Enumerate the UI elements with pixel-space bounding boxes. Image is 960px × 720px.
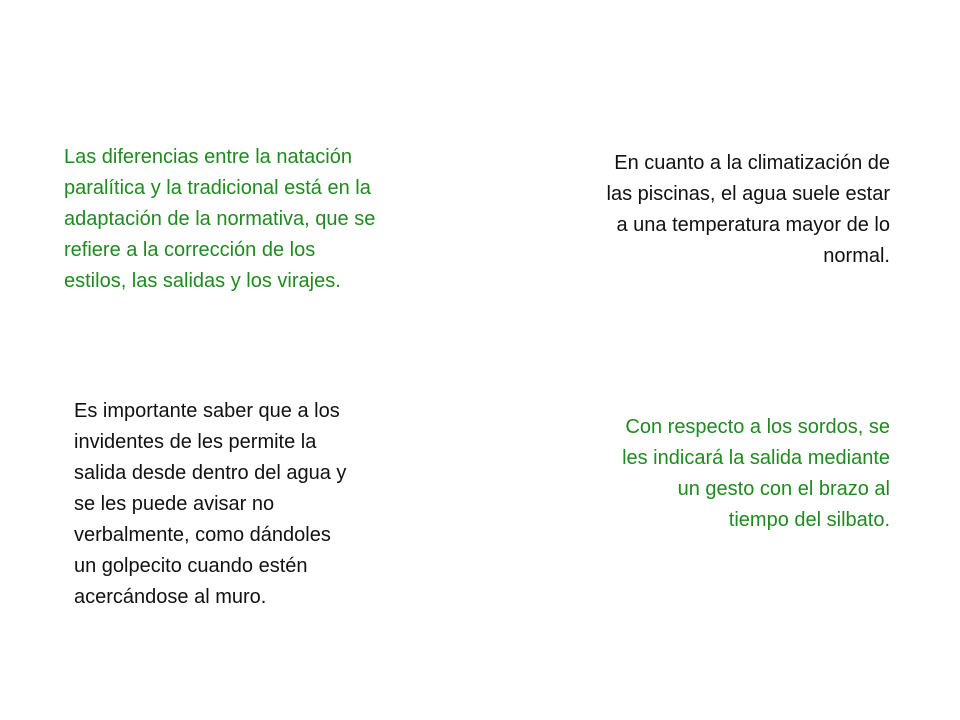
paragraph-deaf-swimmers: Con respecto a los sordos, se les indicará la salida mediante un gesto con el brazo al tiempo del silbato. — [622, 416, 890, 531]
paragraph-pool-temperature: En cuanto a la climatización de las piscinas, el agua suele estar a una temperatura mayor de lo normal. — [606, 152, 890, 267]
paragraph-blind-swimmers: Es importante saber que a los invidentes de les permite la salida desde dentro del agua y se les puede avisar no verbalmente, como dándoles un golpecito cuando estén acercándose al muro. — [74, 400, 347, 608]
paragraph-adaptation-rules: Las diferencias entre la natación paralítica y la tradicional está en la adaptación de la normativa, que se refiere a la corrección de los estilos, las salidas y los virajes. — [64, 146, 376, 292]
